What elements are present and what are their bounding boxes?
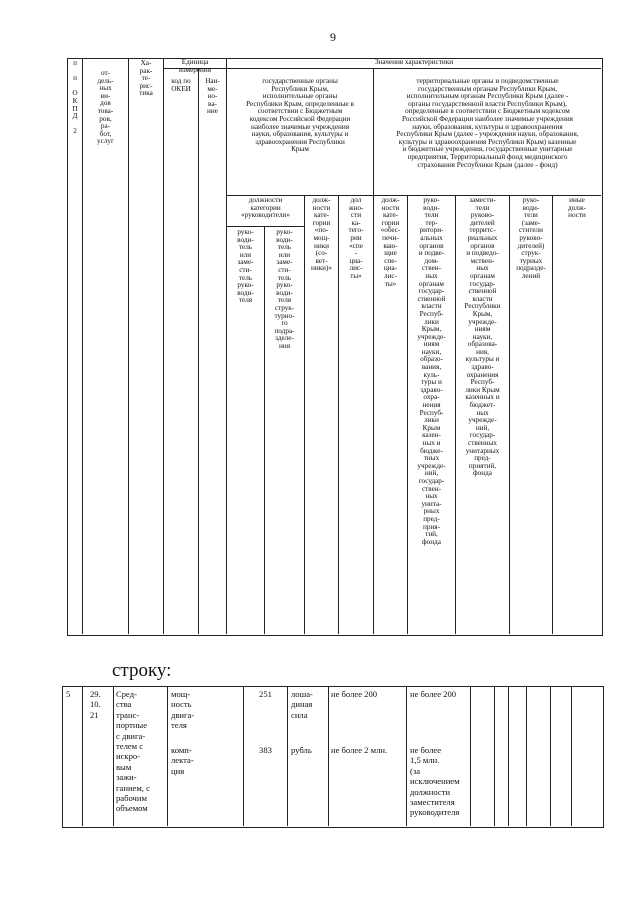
page-number: 9	[330, 30, 336, 44]
row-value-terr-power: не более 200	[410, 689, 457, 699]
header-support-category: долж- ности кате- гории «обес- печи- ваю- щие спе- циа- лис- ты»	[380, 197, 401, 288]
row-value-terr-equipment: не более 1,5 млн. (за исключением должности заместителя руководителя	[410, 745, 460, 818]
row-code-383: 383	[259, 745, 272, 755]
row-value-gov-equipment: не более 2 млн.	[331, 745, 388, 755]
row-char-power: мощ- ность двига- теля	[171, 689, 195, 731]
header-leaders-category: должности категории «руководители»	[241, 197, 290, 220]
header-unit-group: Единица измерения	[178, 59, 212, 74]
row-code-251: 251	[259, 689, 272, 699]
header-gov-bodies: государственные органы Республики Крым, исполнительные органы Республики Крым, определенные в соответствии с Бюджетным кодексом Российской Федерации наиболее значимые учреждения науки, образования, культуры и здравоохранения Республики Крым	[246, 78, 354, 154]
row-unit-hp: лоша- диная сила	[291, 689, 313, 720]
stroku-label: строку:	[112, 660, 172, 681]
row-item-name: Сред- ства транс- портные с двига- телем с искро- вым зажи- ганием, с рабочим объемом	[116, 689, 150, 814]
header-leaders-sub1: руко- води- тель или заме- сти- тель руко- води- теля	[237, 229, 254, 305]
header-unit-code: код по ОКЕИ	[171, 78, 191, 93]
row-unit-ruble: рубль	[291, 745, 312, 755]
header-assistants-category: долж- ности кате- гории «по- мощ- ники (со- вет- ники)»	[310, 197, 333, 273]
header-unit-name: Наи- ме- но- ва- ние	[205, 78, 220, 116]
header-heads-territorial: руко- води- тели тер- ритори- альных органов и подве- дом- ствен- ных органам государ- ственной власти Респуб- лики Крым, учрежде- ниям науки, образо- вания, куль- туры и здраво- охра- нения Респуб- лики Крым казен- ных и бюдже- тных учрежде- ний, государ- ствен- ных унита- рных пред- прия- тий, фонда	[417, 197, 446, 546]
header-specialists-category: дол жно- сти ка- тего- рии «спе - циа- лис- ты»	[348, 197, 364, 280]
header-territorial-bodies: территориальные органы и подведомственные государственным органам Республики Крым, исполнительным органам Республики Крым (далее - органы государственной власти Республики Крым), определенные в соответствии с Бюджетным кодексом Российской Федерации наиболее значимые учреждения науки, образования, культуры и здравоохранения Республики Крым (далее - учреждения науки, образования, культуры и здравоохранения Республики Крым) казенные и бюджетные учреждения, государственные унитарные предприятия, Территориальный фонд медицинского страхования Республики Крым (далее - фонд)	[396, 78, 579, 169]
header-values-title: Значения характеристики	[374, 59, 454, 66]
row-number: 5	[66, 689, 71, 699]
row-value-gov-power: не более 200	[331, 689, 378, 699]
header-other-positions: иные долж- ности	[567, 197, 587, 220]
header-col-characteristic: Ха- рак- те- рис- тика	[139, 60, 153, 98]
row-char-equipment: комп- лекта- ция	[171, 745, 194, 776]
header-col-number: п п О К П Д 2	[72, 60, 78, 136]
header-col-item-name: от- дель- ных ви- дов това- ров, ра- бот, услуг	[97, 70, 114, 146]
row-okpd-code: 29. 10. 21	[90, 689, 101, 720]
header-leaders-sub2: руко- води- тель или заме- сти- тель руко- води- теля струк- турно- го подра- зделе- ния	[274, 229, 295, 350]
header-structural-heads: руко- води- тели (заме- стители руково- дителей) струк- турных подразде- лений	[516, 197, 546, 280]
header-deputies-territorial: замести- тели руково- дителей территс- риальных органов и подведо- мствен- ных органам государ- ственной власти Республики Крым, учрежде- ниям науки, образова- ния, культуры и здраво- охранения Респуб- лики Крым казенных и бюджет- ных учрежде- ний, государ- ственных унитарных пред- приятий, фонда	[464, 197, 501, 478]
